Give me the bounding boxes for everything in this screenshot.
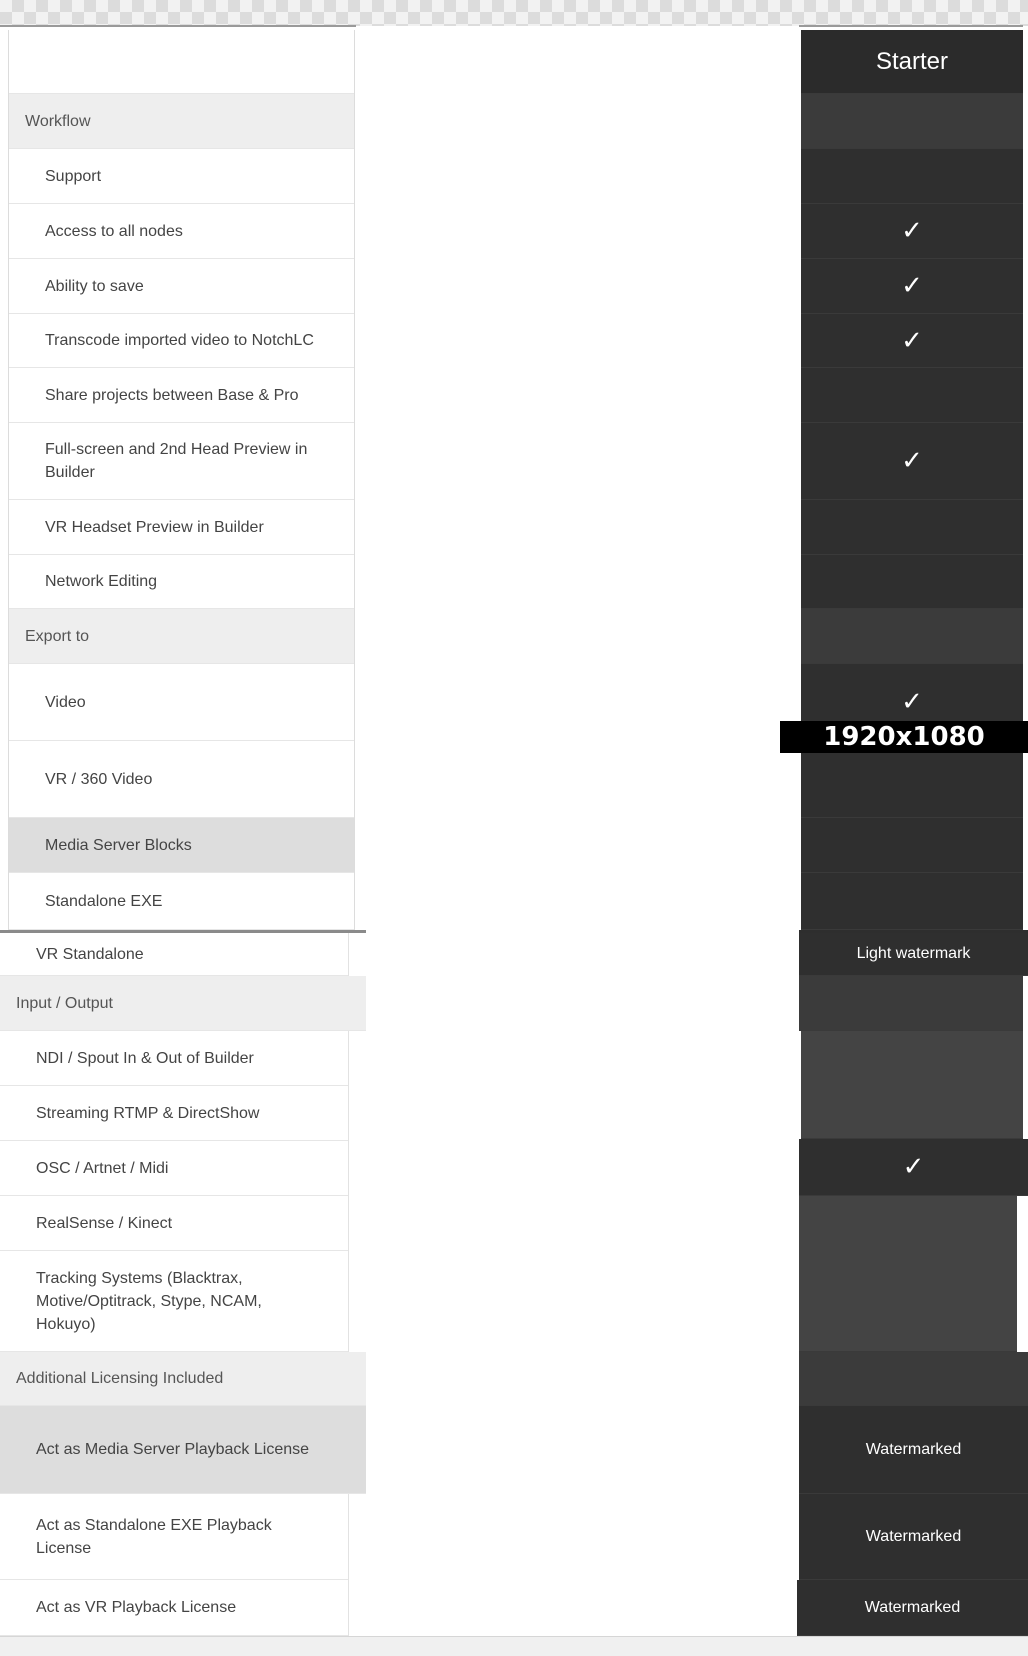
table-row: [0, 1031, 348, 1086]
plan-cell: [797, 1580, 1028, 1636]
section-header-workflow: [9, 94, 354, 149]
plan-cell-text: Light watermark: [856, 945, 971, 962]
plan-cell-highlighted: [799, 1196, 1017, 1352]
plan-cell: [799, 1406, 1028, 1494]
feature-label: Streaming RTMP & DirectShow: [36, 1104, 260, 1122]
feature-label: Ability to save: [45, 277, 144, 295]
feature-label: Act as Standalone EXE Playback License: [36, 1516, 272, 1557]
check-icon: ✓: [901, 446, 923, 476]
feature-label: Act as Media Server Playback License: [36, 1441, 310, 1458]
section-label: Additional Licensing Included: [16, 1370, 224, 1387]
plan-name: Starter: [875, 47, 949, 75]
check-icon: ✓: [901, 325, 923, 356]
plan-cell-section: [799, 1352, 1028, 1406]
section-label: Export to: [25, 627, 90, 645]
feature-label: OSC / Artnet / Midi: [36, 1159, 169, 1177]
table-row: [9, 664, 354, 741]
table-row: [9, 500, 354, 555]
feature-label: Full-screen and 2nd Head Preview in Builder: [45, 441, 308, 481]
plan-cell: [801, 873, 1023, 930]
table-row-highlighted: [9, 818, 354, 873]
feature-label: VR / 360 Video: [45, 770, 153, 788]
plan-cell: [801, 314, 1023, 368]
table-row: [9, 259, 354, 314]
check-icon: ✓: [901, 216, 923, 246]
table-row: [9, 423, 354, 500]
resolution-label: 1920x1080: [780, 721, 1028, 753]
feature-label: Support: [45, 167, 102, 185]
section-label: Input / Output: [16, 994, 113, 1012]
table-row: [9, 873, 354, 930]
section-label: Workflow: [25, 112, 91, 130]
section-header-export: [9, 609, 354, 664]
feature-label: NDI / Spout In & Out of Builder: [36, 1049, 254, 1067]
plan-cell-highlighted: [801, 1031, 1023, 1139]
feature-label: Share projects between Base & Pro: [45, 386, 299, 404]
section-header-licensing: [0, 1352, 366, 1406]
feature-label: VR Standalone: [36, 945, 144, 963]
table-row: [9, 30, 354, 94]
plan-cell: [801, 149, 1023, 204]
feature-label: RealSense / Kinect: [36, 1214, 173, 1232]
plan-cell-section: [801, 94, 1023, 149]
section-header-input-output: [0, 976, 366, 1031]
plan-cell: [799, 1139, 1028, 1196]
plan-cell-section: [799, 976, 1023, 1031]
table-row-highlighted: [0, 1406, 366, 1494]
plan-cell-section: [801, 609, 1023, 664]
table-row: [0, 933, 348, 976]
table-row: [9, 555, 354, 609]
feature-label: VR Headset Preview in Builder: [45, 518, 264, 536]
top-rule-left: [0, 25, 356, 27]
plan-cell: [801, 423, 1023, 500]
plan-cell-text: Watermarked: [865, 1527, 962, 1545]
feature-label: Standalone EXE: [45, 892, 163, 910]
left-table-border-lower: [348, 933, 349, 1636]
table-row: [0, 1251, 348, 1352]
plan-cell: [801, 259, 1023, 314]
feature-label: Act as VR Playback License: [36, 1599, 237, 1616]
feature-label: Video: [45, 693, 86, 711]
bottom-strip: [0, 1636, 1028, 1656]
check-icon: ✓: [902, 1152, 925, 1182]
plan-cell: [801, 500, 1023, 555]
table-row: [9, 368, 354, 423]
table-row: [0, 1580, 348, 1636]
check-icon: ✓: [901, 687, 923, 717]
check-icon: ✓: [901, 271, 923, 301]
plan-cell: [801, 368, 1023, 423]
plan-header-starter: [801, 30, 1023, 94]
table-row: [0, 1196, 348, 1251]
feature-label: Network Editing: [45, 573, 158, 590]
table-row: [0, 1086, 348, 1141]
plan-cell: [799, 1494, 1028, 1580]
top-rule-right: [799, 25, 1023, 27]
table-row: [9, 314, 354, 368]
transparency-background: [0, 0, 1028, 26]
plan-cell: [801, 555, 1023, 609]
table-row: [0, 1494, 348, 1580]
plan-cell-text: Watermarked: [865, 1440, 962, 1458]
feature-label: Access to all nodes: [45, 222, 183, 240]
plan-cell-text: Watermarked: [864, 1598, 961, 1616]
plan-cell: [801, 818, 1023, 873]
table-row: [9, 149, 354, 204]
left-table-border-right: [354, 30, 355, 930]
plan-cell: [801, 204, 1023, 259]
table-row: [0, 1141, 348, 1196]
feature-label: Tracking Systems (Blacktrax, Motive/Optitrack, Stype, NCAM, Hokuyo): [36, 1269, 262, 1333]
table-row: [9, 204, 354, 259]
feature-label: Transcode imported video to NotchLC: [45, 332, 314, 349]
feature-label: Media Server Blocks: [45, 836, 192, 854]
table-row: [9, 741, 354, 818]
plan-cell: [799, 933, 1028, 976]
